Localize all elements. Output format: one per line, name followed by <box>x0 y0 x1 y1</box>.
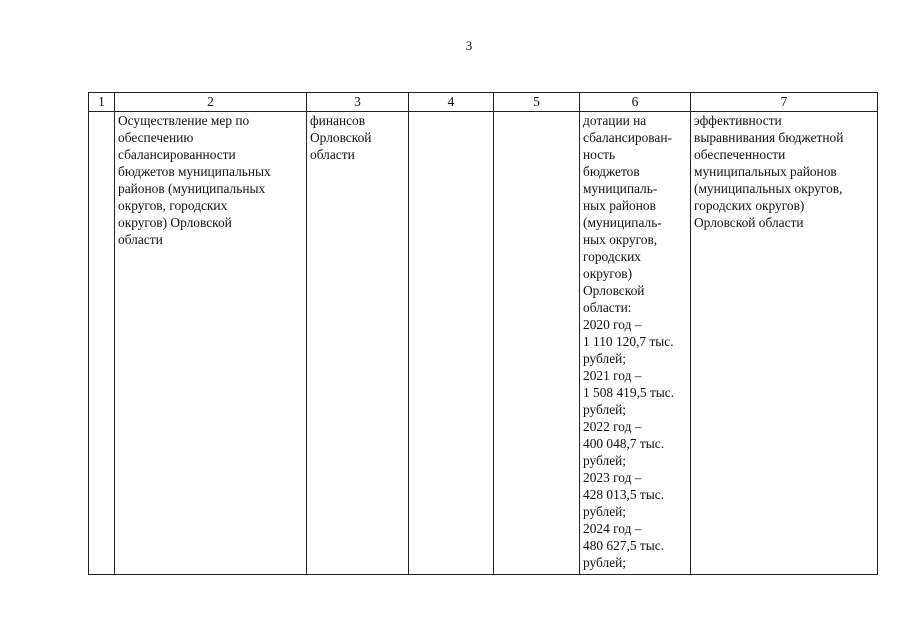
cell-number <box>89 112 115 575</box>
column-header-5: 5 <box>494 93 580 112</box>
header-row <box>89 93 878 112</box>
column-header-3: 3 <box>307 93 409 112</box>
column-header-2: 2 <box>115 93 307 112</box>
cell-column-4 <box>409 112 494 575</box>
cell-funding-text: дотации на сбалансирован- ность бюджетов муниципаль- ных районов (муниципаль- ных округов, городских округов) Орловской области: 2020 год – 1 110 120,7 тыс. рублей; 2021 год – 1 508 419,5 тыс. рублей; 2022 год – 400 048,7 тыс. рублей; 2023 год – 428 013,5 тыс. рублей; 2024 год – 480 627,5 тыс. рублей; <box>583 113 675 570</box>
table-body <box>89 112 878 575</box>
cell-measure-name <box>115 112 307 575</box>
cell-funding <box>580 112 691 575</box>
table-row <box>89 112 878 575</box>
column-header-1: 1 <box>89 93 115 112</box>
cell-measure-name-text: Осуществление мер по обеспечению сбалансированности бюджетов муниципальных районов (муниципальных округов, городских округов) Орловской области <box>118 113 271 247</box>
cell-result-text: эффективности выравнивания бюджетной обеспеченности муниципальных районов (муниципальных округов, городских округов) Орловской области <box>694 113 844 230</box>
document-table <box>88 92 878 575</box>
column-header-7: 7 <box>691 93 878 112</box>
cell-result <box>691 112 878 575</box>
cell-column-5 <box>494 112 580 575</box>
table-header <box>89 93 878 112</box>
cell-executor <box>307 112 409 575</box>
page-number: 3 <box>465 38 473 53</box>
cell-executor-text: финансов Орловской области <box>310 113 372 162</box>
column-header-6: 6 <box>580 93 691 112</box>
column-header-4: 4 <box>409 93 494 112</box>
